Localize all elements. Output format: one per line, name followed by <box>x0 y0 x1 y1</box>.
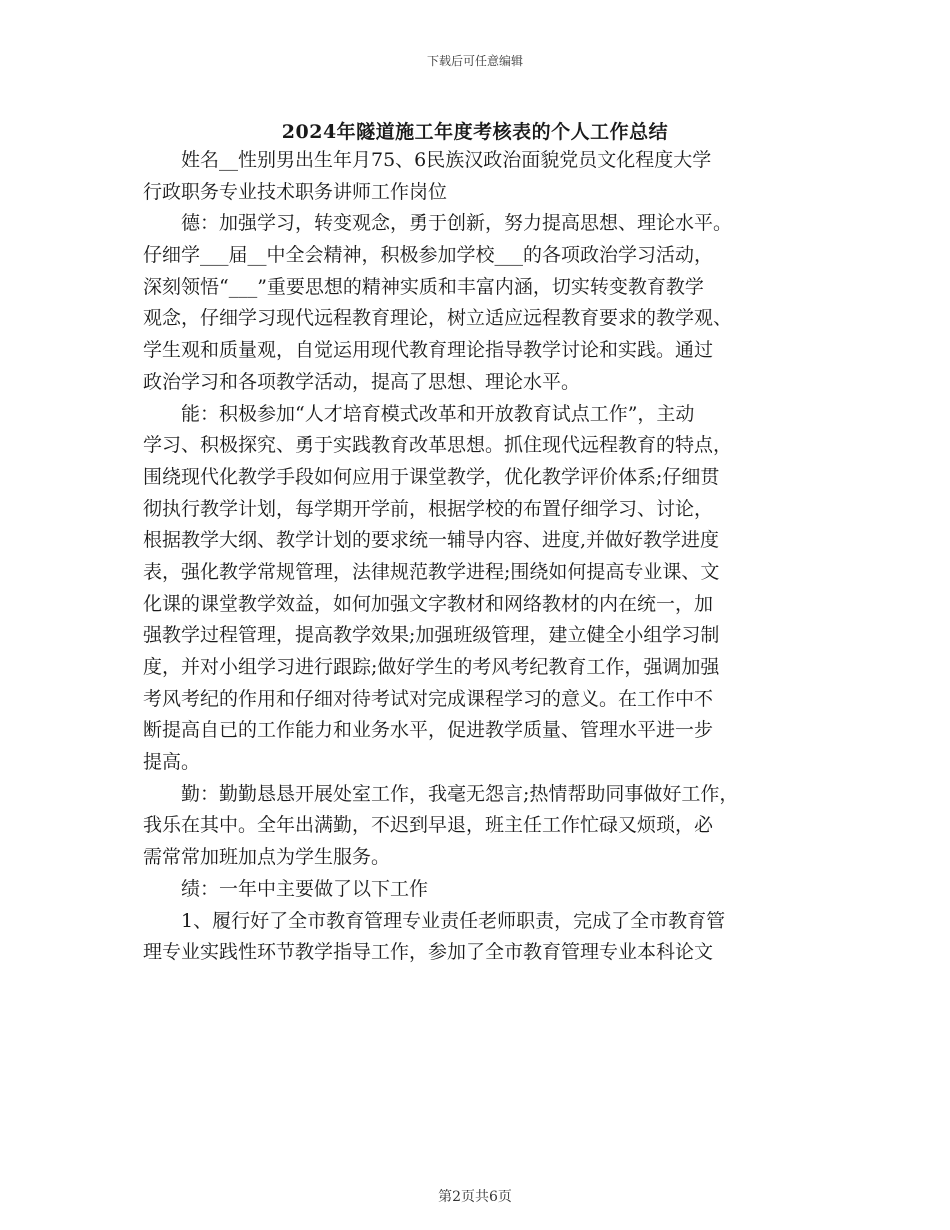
body-line: 理专业实践性环节教学指导工作，参加了全市教育管理专业本科论文 <box>143 941 714 964</box>
body-line: 彻执行教学计划，每学期开学前，根据学校的布置仔细学习、讨论， <box>143 497 714 520</box>
body-line: 1、履行好了全市教育管理专业责任老师职责，完成了全市教育管 <box>181 909 726 932</box>
body-line: 断提高自已的工作能力和业务水平，促进教学质量、管理水平进一步 <box>143 719 714 742</box>
body-line: 仔细学___届__中全会精神，积极参加学校___的各项政治学习活动， <box>143 244 714 267</box>
body-line: 表，强化教学常规管理，法律规范教学进程;围绕如何提高专业课、文 <box>143 560 720 583</box>
body-line: 围绕现代化教学手段如何应用于课堂教学，优化教学评价体系;仔细贯 <box>143 465 720 488</box>
body-line: 深刻领悟“___”重要思想的精神实质和丰富内涵，切实转变教育教学 <box>143 275 704 298</box>
body-line: 考风考纪的作用和仔细对待考试对完成课程学习的意义。在工作中不 <box>143 687 714 710</box>
document-body <box>143 145 823 969</box>
body-line: 绩：一年中主要做了以下工作 <box>181 877 429 900</box>
page-number: 第2页共6页 <box>438 1189 512 1205</box>
body-line: 需常常加班加点为学生服务。 <box>143 846 391 869</box>
body-line: 我乐在其中。全年出满勤，不迟到早退，班主任工作忙碌又烦琐，必 <box>143 814 714 837</box>
body-line: 观念，仔细学习现代远程教育理论，树立适应远程教育要求的教学观、 <box>143 307 733 330</box>
body-line: 度，并对小组学习进行跟踪;做好学生的考风考纪教育工作，强调加强 <box>143 656 720 678</box>
document-title: 2024年隧道施工年度考核表的个人工作总结 <box>281 121 669 143</box>
body-line: 行政职务专业技术职务讲师工作岗位 <box>143 180 448 203</box>
body-line: 根据教学大纲、教学计划的要求统一辅导内容、进度,并做好教学进度 <box>143 529 720 552</box>
body-line: 德：加强学习，转变观念，勇于创新，努力提高思想、理论水平。 <box>181 212 733 235</box>
body-line: 提高。 <box>143 751 201 774</box>
body-line: 能：积极参加“人才培育模式改革和开放教育试点工作”，主动 <box>181 402 695 425</box>
body-line: 勤：勤勤恳恳开展处室工作，我毫无怨言;热情帮助同事做好工作， <box>181 782 739 805</box>
body-line: 政治学习和各项教学活动，提高了思想、理论水平。 <box>143 370 581 393</box>
body-line: 学习、积极探究、勇于实践教育改革思想。抓住现代远程教育的特点， <box>143 434 733 457</box>
body-line: 化课的课堂教学效益，如何加强文字教材和网络教材的内在统一，加 <box>143 592 714 615</box>
body-line: 学生观和质量观，自觉运用现代教育理论指导教学讨论和实践。通过 <box>143 339 714 362</box>
body-line: 姓名__性别男出生年月75、6民族汉政治面貌党员文化程度大学 <box>181 149 712 171</box>
page-header-note: 下载后可任意编辑 <box>426 54 523 68</box>
body-line: 强教学过程管理，提高教学效果;加强班级管理，建立健全小组学习制 <box>143 624 720 647</box>
